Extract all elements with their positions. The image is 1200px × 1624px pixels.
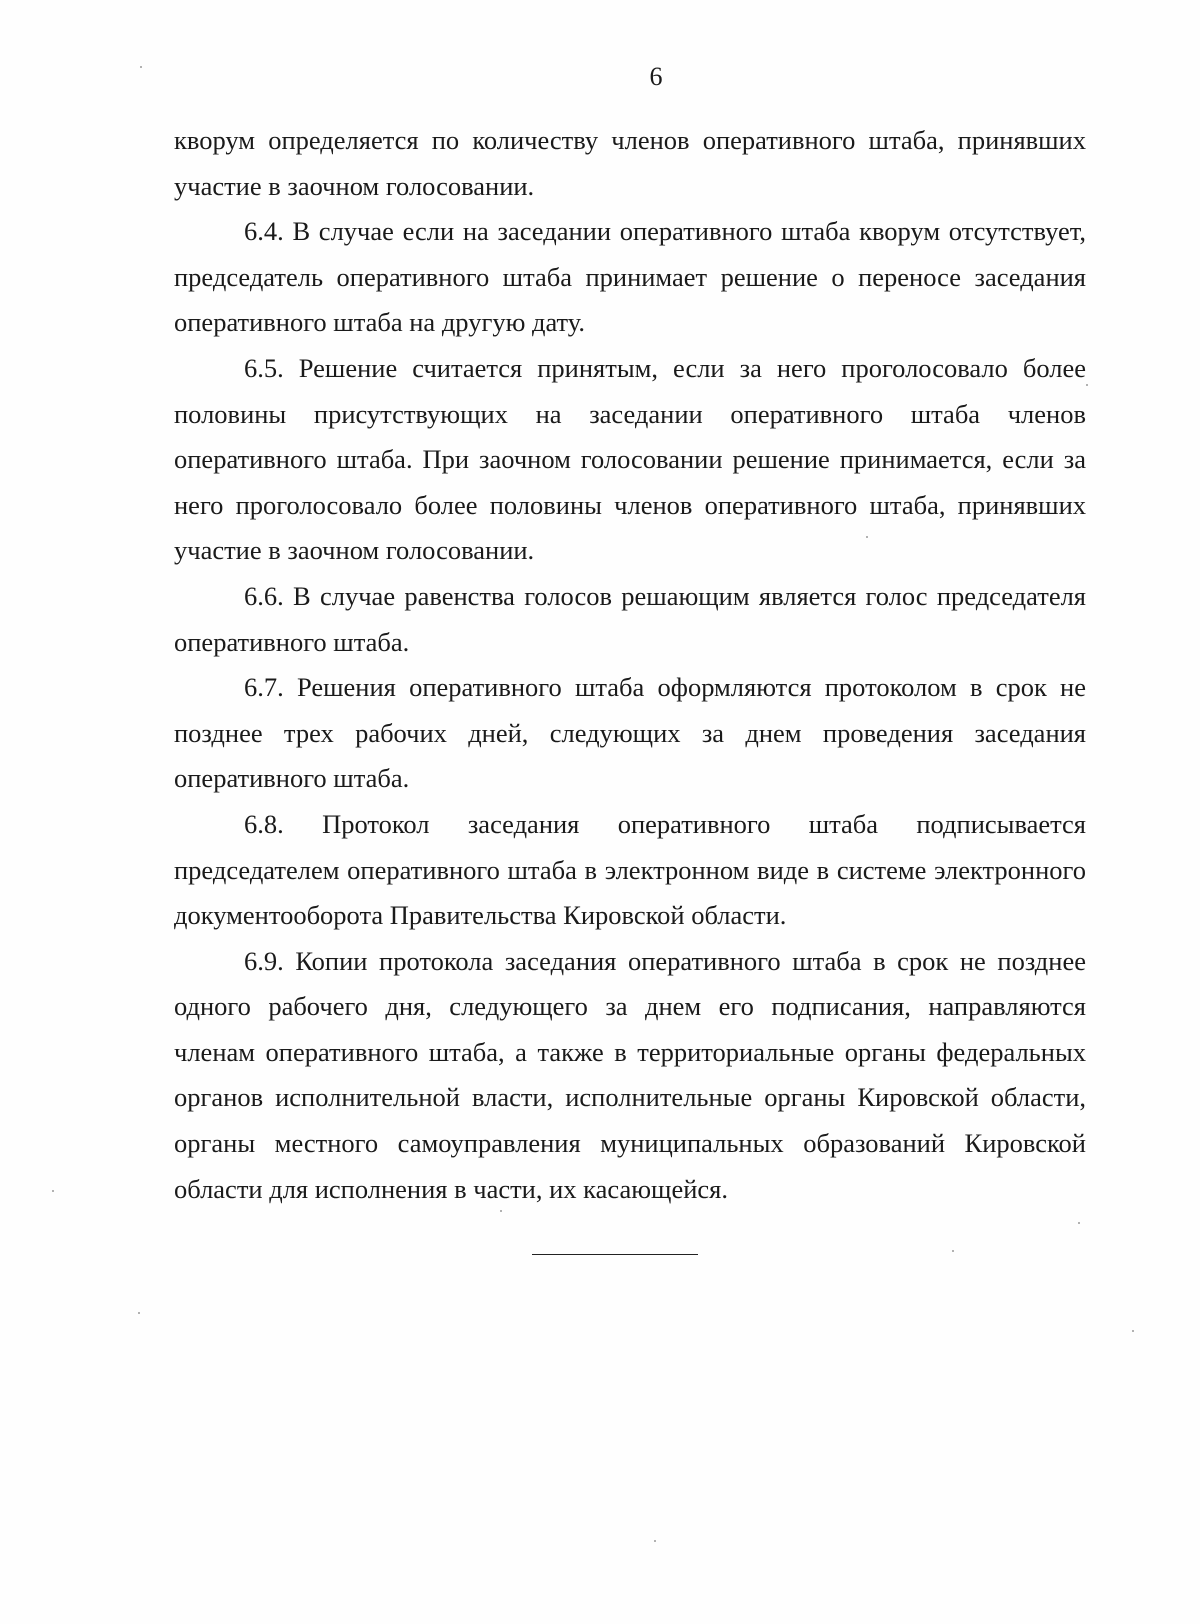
scan-speck — [952, 1250, 954, 1252]
paragraph-6-7: 6.7. Решения оперативного штаба оформляются протоколом в срок не позднее трех рабочих дней, следующих за днем проведения заседания оперативного штаба. — [174, 672, 1086, 794]
paragraph-6-4: 6.4. В случае если на заседании оперативного штаба кворум отсутствует, председатель оперативного штаба принимает решение о переносе заседания оперативного штаба на другую дату. — [174, 216, 1086, 338]
scan-speck — [500, 1210, 502, 1212]
paragraph-6-9: 6.9. Копии протокола заседания оперативного штаба в срок не позднее одного рабочего дня, следующего за днем его подписания, направляются членам оперативного штаба, а также в территориальные органы федеральных органов исполнительной власти, исполнительные органы Кировской области, органы местного самоуправления муниципальных образований Кировской области для исполнения в части, их касающейся. — [174, 945, 1086, 1204]
paragraph-6-8: 6.8. Протокол заседания оперативного штаба подписывается председателем оперативного штаба в электронном виде в системе электронного документооборота Правительства Кировской области. — [174, 808, 1086, 931]
scan-speck — [1132, 1330, 1134, 1332]
paragraph-quorum-continuation: кворум определяется по количеству членов оперативного штаба, принявших участие в заочном голосовании. — [174, 125, 1086, 201]
scan-speck — [138, 1312, 140, 1314]
scan-speck — [654, 1540, 656, 1542]
paragraph-6-5: 6.5. Решение считается принятым, если за него проголосовало более половины присутствующих на заседании оперативного штаба членов оперативного штаба. При заочном голосовании решение принимается, если за него проголосовало более половины членов оперативного штаба, принявших участие в заочном голосовании. — [174, 352, 1086, 566]
scan-speck — [1078, 1222, 1080, 1224]
paragraph-6-6: 6.6. В случае равенства голосов решающим является голос председателя оперативного штаба. — [174, 580, 1086, 657]
page-number: 6 — [649, 62, 663, 91]
scan-speck — [52, 1190, 54, 1192]
scan-speck — [866, 536, 868, 538]
closing-rule — [532, 1254, 698, 1255]
scan-speck — [1086, 384, 1088, 386]
document-body — [174, 118, 1086, 1212]
scan-speck — [140, 66, 142, 68]
